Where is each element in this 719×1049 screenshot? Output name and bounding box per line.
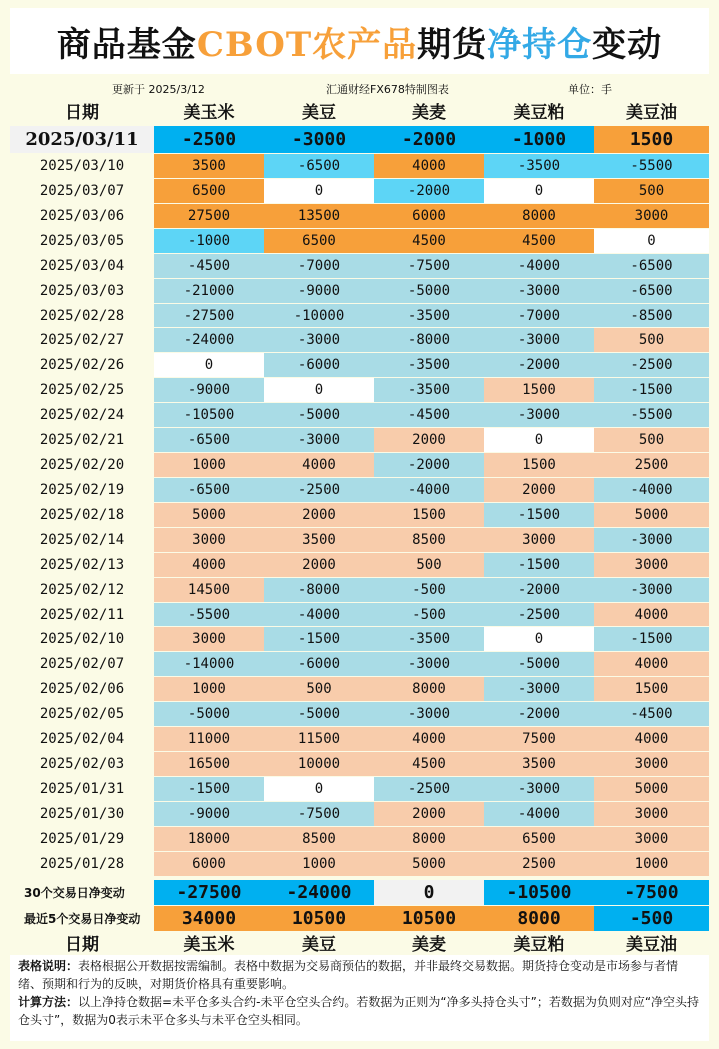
row-value-soybean: -6000 (264, 353, 374, 377)
row-value-wheat: -2000 (374, 453, 484, 477)
row-value-soybean: -7500 (264, 802, 374, 826)
row-value-soymeal: 0 (484, 428, 594, 452)
row-value-soybean: -6500 (264, 154, 374, 178)
row-value-soybean: 3500 (264, 528, 374, 552)
latest-soybean: -3000 (264, 126, 374, 153)
row-value-soybean: 500 (264, 677, 374, 701)
row-value-soybean: -2500 (264, 478, 374, 502)
row-value-corn: -6500 (154, 478, 264, 502)
header-soyoil: 美豆油 (626, 102, 677, 123)
row-value-soyoil: -1500 (594, 627, 709, 651)
row-value-corn: 0 (154, 353, 264, 377)
title-part-3: 期货 (417, 24, 488, 65)
row-value-soybean: 4000 (264, 453, 374, 477)
row-value-soybean: -4000 (264, 603, 374, 626)
row-value-soybean: -3000 (264, 328, 374, 352)
row-value-soybean: 10000 (264, 752, 374, 776)
calc-note-label: 计算方法： (18, 995, 79, 1009)
row-value-soymeal: -3000 (484, 777, 594, 801)
row-value-soymeal: -3500 (484, 154, 594, 178)
row-date: 2025/03/04 (10, 254, 154, 278)
row-value-soymeal: -4000 (484, 254, 594, 278)
row-value-soybean: 0 (264, 378, 374, 402)
row-value-wheat: -3500 (374, 304, 484, 327)
row-value-wheat: 8500 (374, 528, 484, 552)
row-date: 2025/02/07 (10, 652, 154, 676)
row-value-soyoil: 3000 (594, 553, 709, 577)
latest-wheat: -2000 (374, 126, 484, 153)
row-value-corn: 6000 (154, 852, 264, 876)
row-value-soyoil: -6500 (594, 254, 709, 278)
row-value-wheat: 2000 (374, 428, 484, 452)
summary-label: 30个交易日净变动 (10, 880, 154, 905)
row-value-corn: -5000 (154, 702, 264, 726)
header-wheat: 美麦 (412, 102, 446, 123)
row-value-wheat: -5000 (374, 279, 484, 303)
row-value-wheat: 6000 (374, 204, 484, 228)
row-value-soybean: 13500 (264, 204, 374, 228)
row-value-corn: -27500 (154, 304, 264, 327)
row-value-soyoil: 4000 (594, 727, 709, 751)
footer-header-soybean: 美豆 (302, 934, 336, 955)
row-value-soyoil: 2500 (594, 453, 709, 477)
row-date: 2025/01/28 (10, 852, 154, 876)
unit-label: 单位：手 (568, 83, 612, 96)
row-value-corn: -5500 (154, 603, 264, 626)
title-part-2: CBOT农产品 (196, 24, 418, 65)
row-value-soyoil: 500 (594, 428, 709, 452)
row-value-wheat: -500 (374, 578, 484, 602)
header-date: 日期 (65, 102, 99, 123)
row-value-corn: 4000 (154, 553, 264, 577)
updated-label: 更新于 2025/3/12 (112, 83, 205, 96)
row-date: 2025/03/05 (10, 229, 154, 253)
row-value-soymeal: 7500 (484, 727, 594, 751)
row-value-wheat: -3500 (374, 353, 484, 377)
row-date: 2025/02/24 (10, 403, 154, 427)
summary-value-wheat: 10500 (374, 906, 484, 931)
row-value-soybean: 2000 (264, 553, 374, 577)
title-part-1: 商品基金 (56, 24, 197, 65)
row-value-wheat: 2000 (374, 802, 484, 826)
summary-value-soymeal: -10500 (484, 880, 594, 905)
header-soybean: 美豆 (302, 102, 336, 123)
row-value-corn: 16500 (154, 752, 264, 776)
row-value-soymeal: -3000 (484, 279, 594, 303)
row-value-wheat: -4500 (374, 403, 484, 427)
table-note-label: 表格说明： (18, 959, 79, 973)
row-value-wheat: 8000 (374, 677, 484, 701)
row-date: 2025/03/03 (10, 279, 154, 303)
row-value-soyoil: 3000 (594, 827, 709, 851)
row-date: 2025/03/10 (10, 154, 154, 178)
row-value-soybean: 11500 (264, 727, 374, 751)
row-value-soybean: -10000 (264, 304, 374, 327)
row-value-corn: 18000 (154, 827, 264, 851)
row-value-soyoil: 0 (594, 229, 709, 253)
row-date: 2025/02/20 (10, 453, 154, 477)
row-value-soymeal: -7000 (484, 304, 594, 327)
row-value-soymeal: 4500 (484, 229, 594, 253)
row-value-wheat: 4500 (374, 229, 484, 253)
row-value-wheat: -3000 (374, 652, 484, 676)
row-value-corn: -1000 (154, 229, 264, 253)
row-value-soymeal: -5000 (484, 652, 594, 676)
row-date: 2025/02/21 (10, 428, 154, 452)
table-note-text: 表格根据公开数据按需编制。表格中数据为交易商预估的数据，并非最终交易数据。期货持仓变动是市场参与者情绪、预期和行为的反映，对期货价格具有重要影响。 (18, 959, 679, 991)
row-value-corn: -14000 (154, 652, 264, 676)
calc-note (18, 993, 701, 1029)
row-value-soymeal: -2000 (484, 578, 594, 602)
page-title (10, 8, 709, 74)
row-value-wheat: 4000 (374, 154, 484, 178)
row-value-soymeal: 1500 (484, 378, 594, 402)
row-value-corn: 14500 (154, 578, 264, 602)
row-value-corn: -9000 (154, 378, 264, 402)
latest-corn: -2500 (154, 126, 264, 153)
row-value-soymeal: 8000 (484, 204, 594, 228)
row-value-corn: 5000 (154, 503, 264, 527)
row-value-corn: 3000 (154, 627, 264, 651)
row-value-soyoil: -4500 (594, 702, 709, 726)
row-value-soybean: 0 (264, 179, 374, 203)
row-value-soybean: -8000 (264, 578, 374, 602)
row-date: 2025/02/05 (10, 702, 154, 726)
row-value-soymeal: 6500 (484, 827, 594, 851)
row-value-wheat: -8000 (374, 328, 484, 352)
row-value-corn: 1000 (154, 677, 264, 701)
header-corn: 美玉米 (183, 102, 235, 123)
row-value-wheat: 1500 (374, 503, 484, 527)
row-value-soybean: -1500 (264, 627, 374, 651)
row-value-corn: -4500 (154, 254, 264, 278)
row-value-soyoil: 5000 (594, 503, 709, 527)
row-date: 2025/03/07 (10, 179, 154, 203)
row-value-soyoil: 3000 (594, 752, 709, 776)
row-value-soybean: 6500 (264, 229, 374, 253)
row-date: 2025/01/31 (10, 777, 154, 801)
row-value-wheat: 4500 (374, 752, 484, 776)
row-value-soyoil: 3000 (594, 802, 709, 826)
summary-value-soyoil: -500 (594, 906, 709, 931)
row-value-soyoil: 500 (594, 328, 709, 352)
summary-value-soybean: -24000 (264, 880, 374, 905)
row-date: 2025/02/04 (10, 727, 154, 751)
row-value-soyoil: -1500 (594, 378, 709, 402)
row-value-wheat: -3500 (374, 627, 484, 651)
row-value-soybean: -9000 (264, 279, 374, 303)
row-value-soyoil: 4000 (594, 652, 709, 676)
row-value-wheat: 8000 (374, 827, 484, 851)
row-date: 2025/02/06 (10, 677, 154, 701)
row-value-wheat: -2000 (374, 179, 484, 203)
row-value-wheat: 500 (374, 553, 484, 577)
row-value-wheat: 4000 (374, 727, 484, 751)
row-value-soyoil: 500 (594, 179, 709, 203)
row-value-soymeal: 2000 (484, 478, 594, 502)
row-value-soymeal: 0 (484, 627, 594, 651)
row-value-corn: -24000 (154, 328, 264, 352)
row-value-soyoil: -5500 (594, 403, 709, 427)
title-part-4: 净持仓 (487, 24, 593, 65)
header-soymeal: 美豆粕 (513, 102, 565, 123)
footer-header-wheat: 美麦 (412, 934, 446, 955)
row-value-corn: -6500 (154, 428, 264, 452)
row-date: 2025/02/27 (10, 328, 154, 352)
row-value-soyoil: -6500 (594, 279, 709, 303)
row-value-soyoil: -3000 (594, 528, 709, 552)
row-value-soybean: -7000 (264, 254, 374, 278)
notes-box (10, 955, 709, 1041)
row-value-corn: 11000 (154, 727, 264, 751)
title-part-5: 变动 (592, 24, 663, 65)
row-value-soymeal: 0 (484, 179, 594, 203)
row-value-soyoil: -4000 (594, 478, 709, 502)
footer-header-soymeal: 美豆粕 (513, 934, 565, 955)
row-date: 2025/02/19 (10, 478, 154, 502)
row-date: 2025/02/13 (10, 553, 154, 577)
row-date: 2025/02/12 (10, 578, 154, 602)
row-date: 2025/02/10 (10, 627, 154, 651)
row-value-soyoil: 4000 (594, 603, 709, 626)
row-value-corn: 3500 (154, 154, 264, 178)
row-value-soyoil: -8500 (594, 304, 709, 327)
source-label: 汇通财经FX678特制图表 (326, 83, 449, 96)
row-value-corn: 1000 (154, 453, 264, 477)
row-value-corn: 3000 (154, 528, 264, 552)
row-value-wheat: -3500 (374, 378, 484, 402)
row-value-soymeal: 3500 (484, 752, 594, 776)
row-value-soybean: 1000 (264, 852, 374, 876)
row-value-soybean: 2000 (264, 503, 374, 527)
footer-header-date: 日期 (65, 934, 99, 955)
summary-label: 最近5个交易日净变动 (10, 906, 154, 931)
row-date: 2025/02/26 (10, 353, 154, 377)
row-value-soymeal: -3000 (484, 328, 594, 352)
row-value-soymeal: -2500 (484, 603, 594, 626)
row-value-soymeal: -4000 (484, 802, 594, 826)
summary-value-corn: 34000 (154, 906, 264, 931)
row-value-soyoil: 5000 (594, 777, 709, 801)
row-date: 2025/02/28 (10, 304, 154, 327)
table-note (18, 957, 701, 993)
row-value-soymeal: 1500 (484, 453, 594, 477)
summary-value-soyoil: -7500 (594, 880, 709, 905)
row-value-soymeal: -1500 (484, 553, 594, 577)
row-value-soybean: -5000 (264, 403, 374, 427)
row-value-soymeal: 3000 (484, 528, 594, 552)
row-value-corn: 27500 (154, 204, 264, 228)
summary-value-soybean: 10500 (264, 906, 374, 931)
row-value-corn: -9000 (154, 802, 264, 826)
row-value-corn: 6500 (154, 179, 264, 203)
calc-note-text: 以上净持仓数据=未平仓多头合约-未平仓空头合约。若数据为正则为“净多头持仓头寸”；若数据为负则对应“净空头持仓头寸”，数据为0表示未平仓多头与未平仓空头相同。 (18, 995, 700, 1027)
row-date: 2025/02/14 (10, 528, 154, 552)
latest-date: 2025/03/11 (10, 126, 154, 153)
row-date: 2025/01/30 (10, 802, 154, 826)
row-value-soymeal: -1500 (484, 503, 594, 527)
row-date: 2025/02/18 (10, 503, 154, 527)
row-value-corn: -10500 (154, 403, 264, 427)
row-value-wheat: -500 (374, 603, 484, 626)
row-value-soybean: -5000 (264, 702, 374, 726)
row-value-soymeal: -2000 (484, 353, 594, 377)
row-value-soyoil: -2500 (594, 353, 709, 377)
row-value-soybean: 8500 (264, 827, 374, 851)
summary-value-corn: -27500 (154, 880, 264, 905)
row-value-corn: -21000 (154, 279, 264, 303)
row-value-soyoil: 1500 (594, 677, 709, 701)
row-value-soyoil: -3000 (594, 578, 709, 602)
row-date: 2025/03/06 (10, 204, 154, 228)
row-value-soybean: 0 (264, 777, 374, 801)
row-date: 2025/02/11 (10, 603, 154, 626)
row-value-soyoil: 3000 (594, 204, 709, 228)
row-value-soymeal: 2500 (484, 852, 594, 876)
row-date: 2025/02/25 (10, 378, 154, 402)
row-value-corn: -1500 (154, 777, 264, 801)
row-value-soyoil: -5500 (594, 154, 709, 178)
summary-value-wheat: 0 (374, 880, 484, 905)
row-value-wheat: -3000 (374, 702, 484, 726)
latest-soyoil: 1500 (594, 126, 709, 153)
row-value-wheat: -2500 (374, 777, 484, 801)
latest-soymeal: -1000 (484, 126, 594, 153)
row-value-wheat: -7500 (374, 254, 484, 278)
summary-value-soymeal: 8000 (484, 906, 594, 931)
footer-header-corn: 美玉米 (183, 934, 235, 955)
row-value-soymeal: -3000 (484, 403, 594, 427)
footer-header-soyoil: 美豆油 (626, 934, 677, 955)
row-date: 2025/02/03 (10, 752, 154, 776)
row-value-soymeal: -3000 (484, 677, 594, 701)
row-value-soybean: -3000 (264, 428, 374, 452)
row-value-soybean: -6000 (264, 652, 374, 676)
row-value-soymeal: -2000 (484, 702, 594, 726)
row-value-wheat: -4000 (374, 478, 484, 502)
row-value-wheat: 5000 (374, 852, 484, 876)
row-date: 2025/01/29 (10, 827, 154, 851)
row-value-soyoil: 1000 (594, 852, 709, 876)
